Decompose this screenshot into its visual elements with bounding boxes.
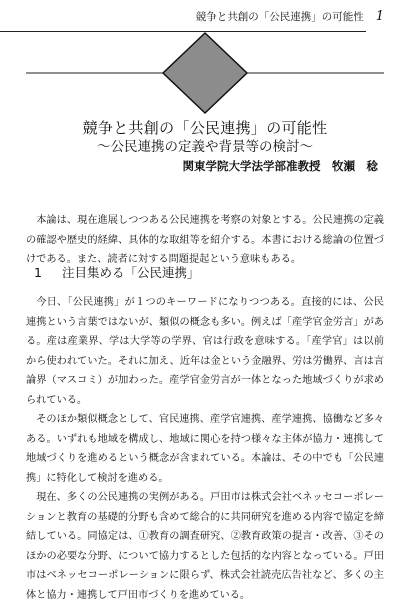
- section-heading: [26, 264, 384, 282]
- section-title: 注目集める「公民連携」: [61, 265, 200, 280]
- running-header-title: 競争と共創の「公民連携」の可能性: [195, 11, 364, 23]
- diamond-emblem: [0, 0, 410, 120]
- article-subtitle: ～公民連携の定義や背景等の検討～: [97, 139, 313, 155]
- article-title: 競争と共創の「公民連携」の可能性: [82, 119, 328, 137]
- article-author: 関東学院大学法学部准教授 牧瀬 稔: [182, 159, 378, 173]
- paragraph: 今日、「公民連携」が１つのキーワードになりつつある。直接的には、公民連携という言葉ではないが、類似の概念も多い。例えば「産学官金労言」がある。産は産業界、学は大学等の学界、官は行政を意味する。「産学官」は以前から使われていた。それに加え、近年は金という金融界、労は労働界、言は言論界（マスコミ）が加わった。産学官金労言が一体となった地域づくりが求められている。: [26, 297, 384, 406]
- page-number: 1: [375, 9, 384, 24]
- paragraph: 現在、多くの公民連携の実例がある。戸田市は株式会社ベネッセコーポレーションと教育の基礎的分野も含めて総合的に共同研究を進める内容で協定を締結している。同協定は、①教育の調査研究、②教育政策の提言・改善、③そのほかの必要な分野、について協力するとした包括的な内容となっている。戸田市はベネッセコーポレーションに限らず、株式会社読売広告社など、多くの主体と協力・連携して戸田市づくりを進めている。: [26, 492, 384, 601]
- diamond-icon: [163, 33, 247, 113]
- section-number: 1: [34, 265, 42, 280]
- body-text: [26, 293, 384, 605]
- title-block: [0, 118, 410, 176]
- abstract: 本論は、現在進展しつつある公民連携を考察の対象とする。公民連携の定義の確認や歴史的経緯、具体的な取組等を紹介する。本書における総論の位置づけである。また、読者に対する問題提起という意味もある。: [26, 215, 384, 265]
- paragraph: そのほか類似概念として、官民連携、産学官連携、産学連携、協働など多々ある。いずれも地域を構成し、地域に関心を持つ様々な主体が協力・連携して地域づくりを進めるという概念が含まれている。本論は、その中でも「公民連携」に特化して検討を進める。: [26, 414, 384, 484]
